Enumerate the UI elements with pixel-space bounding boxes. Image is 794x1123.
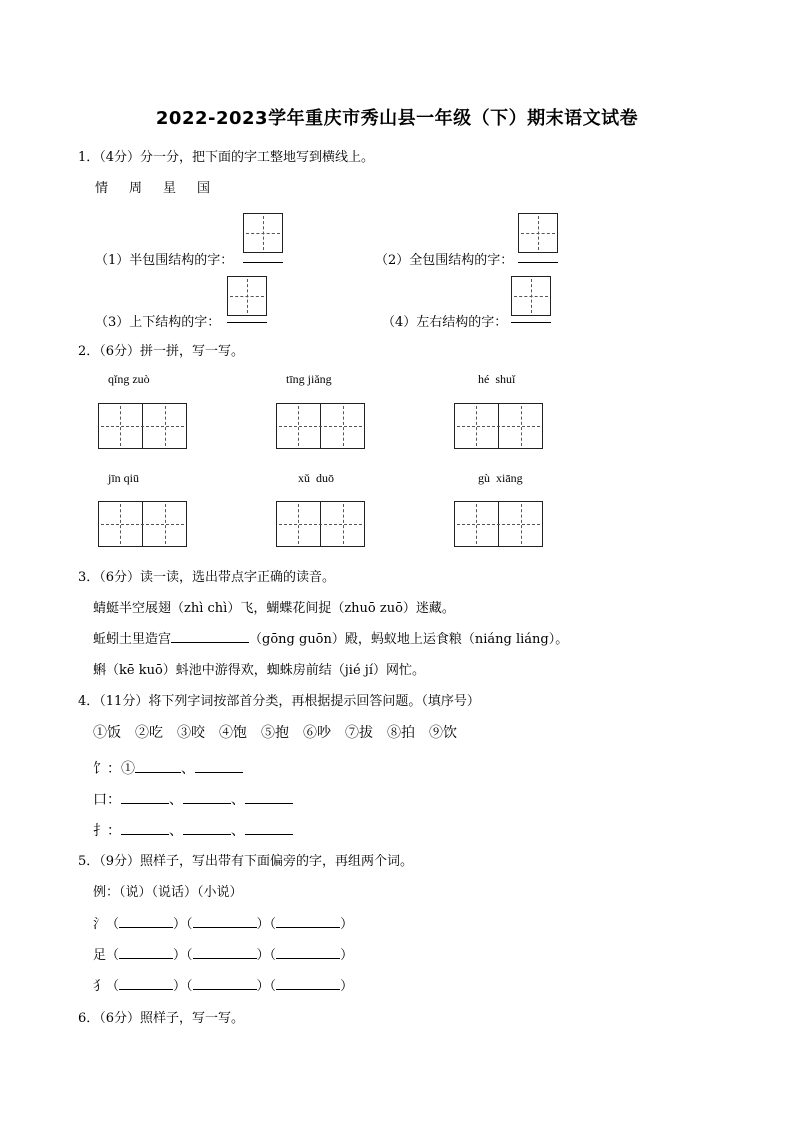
q5-blank[interactable] [193, 946, 257, 959]
q4-row-1-first: ① [121, 761, 135, 777]
q4-blank[interactable] [121, 791, 169, 804]
q5-example: 例：（说）（说话）（小说） [93, 885, 243, 900]
q5-blank[interactable] [119, 977, 173, 990]
question-1-chars: 情 周 星 国 [95, 181, 215, 196]
q5-blank[interactable] [276, 977, 340, 990]
question-4-stem: 4．（11分）将下列字词按部首分类，再根据提示回答问题。（填序号） [78, 694, 480, 709]
q5-blank[interactable] [276, 946, 340, 959]
q4-row-3-radical: 扌： [93, 823, 121, 839]
q5-row-3: 犭（ ）（ ）（ ） [93, 979, 354, 994]
q4-blank[interactable] [135, 760, 181, 773]
q4-blank[interactable] [245, 791, 293, 804]
q5-blank[interactable] [193, 977, 257, 990]
q4-row-3: 扌： 、 、 [93, 820, 293, 840]
q4-blank[interactable] [121, 822, 169, 835]
q3-line-2 [93, 628, 568, 647]
writing-grid-5[interactable] [276, 501, 365, 547]
writing-grid-6[interactable] [454, 501, 543, 547]
q3-blank[interactable] [171, 630, 249, 643]
writing-grid-3[interactable] [454, 403, 543, 449]
q4-blank[interactable] [183, 791, 231, 804]
writing-box-1[interactable] [243, 213, 283, 253]
q4-blank[interactable] [195, 760, 243, 773]
writing-box-4[interactable] [511, 276, 551, 316]
q1-item-3-label: （3）上下结构的字： [95, 315, 221, 330]
writing-box-2[interactable] [518, 213, 558, 253]
answer-line-1[interactable] [243, 262, 283, 263]
pinyin-4: jīn qiū [108, 471, 140, 485]
q5-blank[interactable] [276, 915, 340, 928]
q5-row-2-radical: 足 [93, 948, 107, 963]
question-3-stem: 3．（6分）读一读，选出带点字正确的读音。 [78, 570, 336, 585]
page-title: 2022-2023学年重庆市秀山县一年级（下）期末语文试卷 [155, 108, 639, 129]
q4-options: ①饭 ②吃 ③咬 ④饱 ⑤抱 ⑥吵 ⑦拔 ⑧拍 ⑨饮 [93, 725, 457, 741]
pinyin-6: gù xiāng [478, 471, 523, 485]
q4-row-2: 口： 、 、 [93, 789, 293, 809]
q1-item-4-label: （4）左右结构的字： [382, 315, 508, 330]
question-1-stem: 1．（4分）分一分，把下面的字工整地写到横线上。 [78, 150, 375, 165]
pinyin-1: qǐng zuò [108, 372, 150, 386]
q4-row-1-radical: 饣： [93, 761, 121, 777]
q5-row-2: 足（ ）（ ）（ ） [93, 948, 354, 963]
q5-row-1: 氵（ ）（ ）（ ） [93, 917, 354, 932]
q5-row-3-radical: 犭 [93, 979, 107, 994]
pinyin-3: hé shuǐ [478, 372, 516, 386]
question-5-stem: 5．（9分）照样子，写出带有下面偏旁的字，再组两个词。 [78, 854, 414, 869]
answer-line-3[interactable] [227, 322, 267, 323]
q3-line-2-start: 蚯蚓土里造宫 [93, 632, 172, 647]
question-2-stem: 2．（6分）拼一拼，写一写。 [78, 344, 245, 359]
q5-row-1-radical: 氵 [93, 917, 107, 932]
q5-blank[interactable] [119, 915, 173, 928]
q1-item-2-label: （2）全包围结构的字： [375, 253, 514, 268]
q5-blank[interactable] [119, 946, 173, 959]
answer-line-4[interactable] [511, 322, 551, 323]
q1-item-1-label: （1）半包围结构的字： [95, 253, 234, 268]
writing-box-3[interactable] [227, 276, 267, 316]
q5-blank[interactable] [193, 915, 257, 928]
q4-blank[interactable] [245, 822, 293, 835]
answer-line-2[interactable] [518, 262, 558, 263]
writing-grid-2[interactable] [276, 403, 365, 449]
writing-grid-1[interactable] [98, 403, 187, 449]
q4-row-2-radical: 口： [93, 792, 121, 808]
q3-line-3: 蝌（kē kuō）蚪池中游得欢，蜘蛛房前结（jié jí）网忙。 [93, 663, 425, 678]
question-6-stem: 6．（6分）照样子，写一写。 [78, 1011, 245, 1026]
q3-line-1: 蜻蜓半空展翅（zhì chì）飞，蝴蝶花间捉（zhuō zuō）迷藏。 [93, 601, 455, 616]
q4-row-1: 饣：① 、 [93, 758, 243, 778]
q3-line-2-end: （gōng guōn）殿，蚂蚁地上运食粮（niáng liáng）。 [249, 632, 569, 647]
pinyin-2: tīng jiǎng [286, 372, 332, 386]
pinyin-5: xǔ duō [298, 471, 334, 485]
q4-blank[interactable] [183, 822, 231, 835]
writing-grid-4[interactable] [98, 501, 187, 547]
